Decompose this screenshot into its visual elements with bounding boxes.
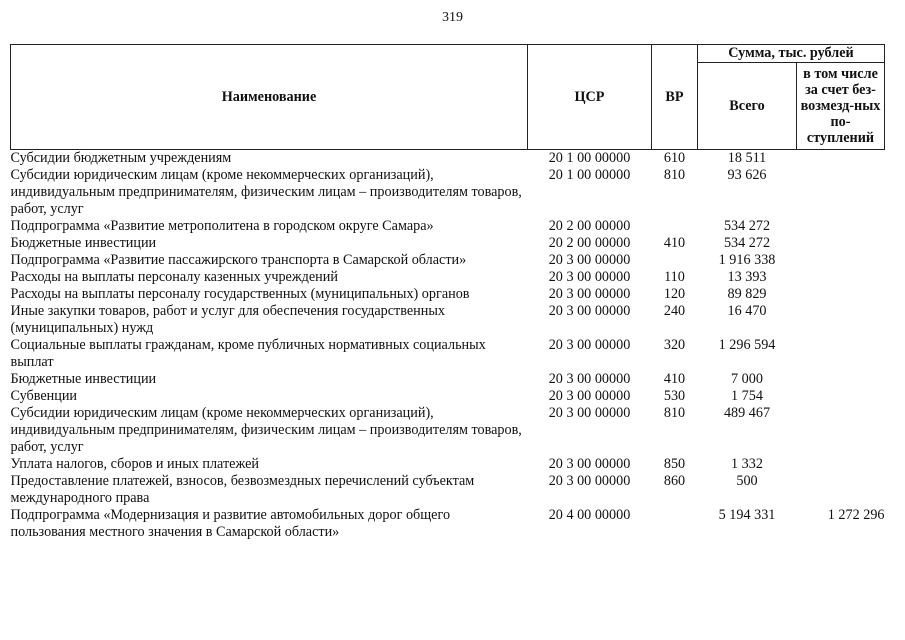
- row-total: 93 626: [727, 167, 767, 183]
- table-row: [11, 337, 885, 371]
- row-name: Субсидии бюджетным учреждениям: [10, 150, 232, 166]
- row-csr: 20 3 00 00000: [548, 286, 631, 302]
- row-name: Субвенции: [10, 388, 78, 404]
- row-free: [797, 473, 885, 507]
- row-name: Социальные выплаты гражданам, кроме публичных нормативных социальных выплат: [10, 337, 486, 370]
- row-name: Уплата налогов, сборов и иных платежей: [10, 456, 259, 472]
- row-csr: 20 3 00 00000: [548, 371, 631, 387]
- row-free: [797, 337, 885, 371]
- row-csr: 20 3 00 00000: [548, 269, 631, 285]
- row-csr: 20 1 00 00000: [548, 150, 631, 166]
- header-free: в том числе за счет без-возмезд-ных по-ступлений: [797, 63, 885, 150]
- row-vr: 810: [663, 405, 686, 421]
- row-name: Расходы на выплаты персоналу казенных учреждений: [10, 269, 338, 285]
- row-vr: [652, 507, 698, 541]
- header-csr: ЦСР: [528, 45, 652, 150]
- row-free: [797, 371, 885, 388]
- row-free: [797, 405, 885, 456]
- row-name: Бюджетные инвестиции: [10, 371, 157, 387]
- row-vr: 410: [663, 371, 686, 387]
- row-csr: 20 1 00 00000: [548, 167, 631, 183]
- table-row: [11, 507, 885, 541]
- table-row: [11, 286, 885, 303]
- page-number: 319: [442, 10, 463, 25]
- row-name: Подпрограмма «Развитие пассажирского транспорта в Самарской области»: [10, 252, 467, 268]
- row-vr: 850: [663, 456, 686, 472]
- row-total: 500: [736, 473, 758, 489]
- header-name: Наименование: [11, 45, 528, 150]
- row-vr: [652, 218, 698, 235]
- row-total: 13 393: [727, 269, 767, 285]
- header-sum: Сумма, тыс. рублей: [698, 45, 885, 63]
- row-name: Субсидии юридическим лицам (кроме некоммерческих организаций), индивидуальным предпринимателям, физическим лицам – производителям товаров, работ, услуг: [10, 405, 522, 455]
- row-name: Подпрограмма «Развитие метрополитена в городском округе Самара»: [10, 218, 434, 234]
- row-csr: 20 2 00 00000: [548, 235, 631, 251]
- row-free: [797, 269, 885, 286]
- row-vr: 120: [663, 286, 686, 302]
- row-csr: 20 3 00 00000: [548, 473, 631, 489]
- row-vr: 810: [663, 167, 686, 183]
- table-body: [11, 150, 885, 542]
- row-free: [797, 235, 885, 252]
- row-total: 1 296 594: [718, 337, 776, 353]
- row-name: Подпрограмма «Модернизация и развитие автомобильных дорог общего пользования местного значения в Самарской области»: [10, 507, 451, 540]
- table-row: [11, 252, 885, 269]
- table-row: [11, 235, 885, 252]
- row-name: Расходы на выплаты персоналу государственных (муниципальных) органов: [10, 286, 470, 302]
- row-total: 1 332: [731, 456, 763, 472]
- table-row: [11, 167, 885, 218]
- row-total: 489 467: [723, 405, 771, 421]
- row-free: [797, 167, 885, 218]
- row-total: 7 000: [731, 371, 763, 387]
- row-free: [797, 388, 885, 405]
- row-total: 534 272: [723, 235, 771, 251]
- row-total: 16 470: [727, 303, 767, 319]
- row-name: Субсидии юридическим лицам (кроме некоммерческих организаций), индивидуальным предпринимателям, физическим лицам – производителям товаров, работ, услуг: [10, 167, 522, 217]
- row-vr: 110: [664, 269, 685, 285]
- table-row: [11, 269, 885, 286]
- row-total: 534 272: [723, 218, 771, 234]
- row-total: 1 754: [731, 388, 763, 404]
- table-row: [11, 388, 885, 405]
- row-vr: [652, 252, 698, 269]
- row-total: 18 511: [727, 150, 767, 166]
- table-row: [11, 371, 885, 388]
- row-name: Иные закупки товаров, работ и услуг для обеспечения государственных (муниципальных) нужд: [10, 303, 445, 336]
- row-name: Предоставление платежей, взносов, безвозмездных перечислений субъектам международного права: [10, 473, 475, 506]
- row-free: [797, 150, 885, 168]
- row-csr: 20 3 00 00000: [548, 456, 631, 472]
- row-free: 1 272 296: [827, 507, 885, 523]
- row-vr: 860: [663, 473, 686, 489]
- table-row: [11, 218, 885, 235]
- table-row: [11, 303, 885, 337]
- row-free: [797, 303, 885, 337]
- row-vr: 320: [663, 337, 686, 353]
- row-vr: 610: [663, 150, 686, 166]
- row-total: 89 829: [727, 286, 767, 302]
- row-csr: 20 3 00 00000: [548, 337, 631, 353]
- table-row: [11, 150, 885, 168]
- row-total: 5 194 331: [718, 507, 776, 523]
- budget-table: [10, 44, 885, 541]
- header-total: Всего: [698, 63, 797, 150]
- row-name: Бюджетные инвестиции: [10, 235, 157, 251]
- row-csr: 20 3 00 00000: [548, 252, 631, 268]
- row-total: 1 916 338: [718, 252, 776, 268]
- row-vr: 530: [663, 388, 686, 404]
- row-csr: 20 3 00 00000: [548, 388, 631, 404]
- row-vr: 410: [663, 235, 686, 251]
- row-free: [797, 286, 885, 303]
- table-header: [11, 45, 885, 150]
- row-csr: 20 4 00 00000: [548, 507, 631, 523]
- row-free: [797, 218, 885, 235]
- header-vr: ВР: [652, 45, 698, 150]
- row-csr: 20 3 00 00000: [548, 405, 631, 421]
- table-row: [11, 405, 885, 456]
- row-free: [797, 252, 885, 269]
- table-row: [11, 456, 885, 473]
- row-csr: 20 3 00 00000: [548, 303, 631, 319]
- row-csr: 20 2 00 00000: [548, 218, 631, 234]
- row-vr: 240: [663, 303, 686, 319]
- table-row: [11, 473, 885, 507]
- row-free: [797, 456, 885, 473]
